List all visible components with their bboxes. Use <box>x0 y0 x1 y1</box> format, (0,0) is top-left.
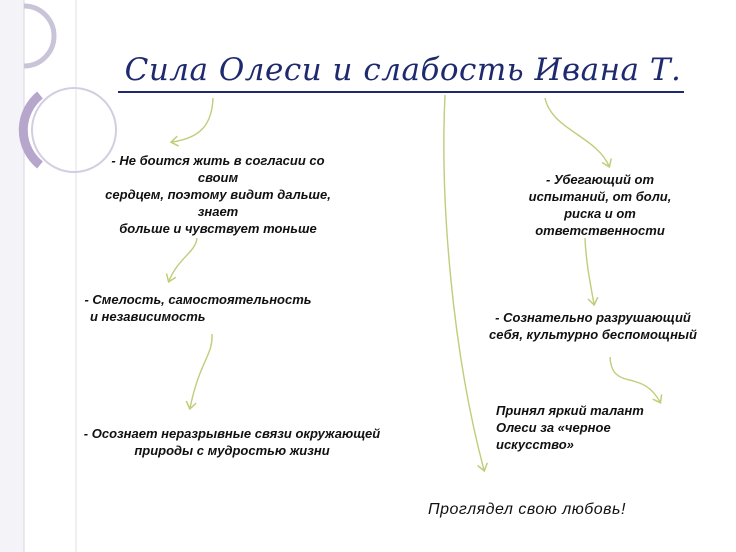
strength-item-1-line: сердцем, поэтому видит дальше, <box>105 187 331 202</box>
strength-item-3-line: - Осознает неразрывные связи окружающей <box>83 426 381 441</box>
weakness-item-1-line: ответственности <box>535 223 665 238</box>
strength-item-3-line: природы с мудростью жизни <box>134 443 330 458</box>
weakness-item-1-line: риска и от <box>564 206 636 221</box>
strength-item-1-line: - Не боится жить в согласии со <box>111 153 325 168</box>
strength-item-2 <box>60 291 336 325</box>
arrow-weakness-2-to-3 <box>610 357 660 402</box>
weakness-item-3-line: Принял яркий талант <box>496 403 644 418</box>
weakness-item-1 <box>505 171 695 239</box>
strength-item-1-line: своим <box>197 170 239 185</box>
strength-item-1 <box>82 152 354 237</box>
weakness-item-2-line: себя, культурно беспомощный <box>489 327 697 342</box>
strength-item-2-line: и независимость <box>90 309 206 324</box>
arrow-strength-2-to-3 <box>190 334 212 408</box>
strength-item-3 <box>56 425 408 459</box>
page-title: Сила Олеси и слабость Ивана Т. <box>124 52 682 88</box>
arrow-title-to-weakness-1 <box>545 98 609 166</box>
weakness-item-1-line: - Убегающий от <box>545 172 655 187</box>
strength-item-2-line: - Смелость, самостоятельность <box>84 292 312 307</box>
strength-item-1-line: больше и чувствует тоньше <box>119 221 317 236</box>
strength-item-1-line: знает <box>197 204 239 219</box>
conclusion-text: Проглядел свою любовь! <box>428 501 626 518</box>
weakness-item-3-line: Олеси за «черное <box>496 420 611 435</box>
arrow-strength-1-to-2 <box>169 238 197 281</box>
arrow-weakness-1-to-2 <box>585 238 594 304</box>
weakness-item-2-line: - Сознательно разрушающий <box>495 310 691 325</box>
weakness-item-3 <box>496 402 676 453</box>
weakness-item-2 <box>468 309 718 343</box>
weakness-item-1-line: испытаний, от боли, <box>528 189 672 204</box>
weakness-item-3-line: искусство» <box>496 437 574 452</box>
arrow-title-to-conclusion <box>444 95 484 470</box>
arrow-title-to-strength-1 <box>172 98 213 142</box>
